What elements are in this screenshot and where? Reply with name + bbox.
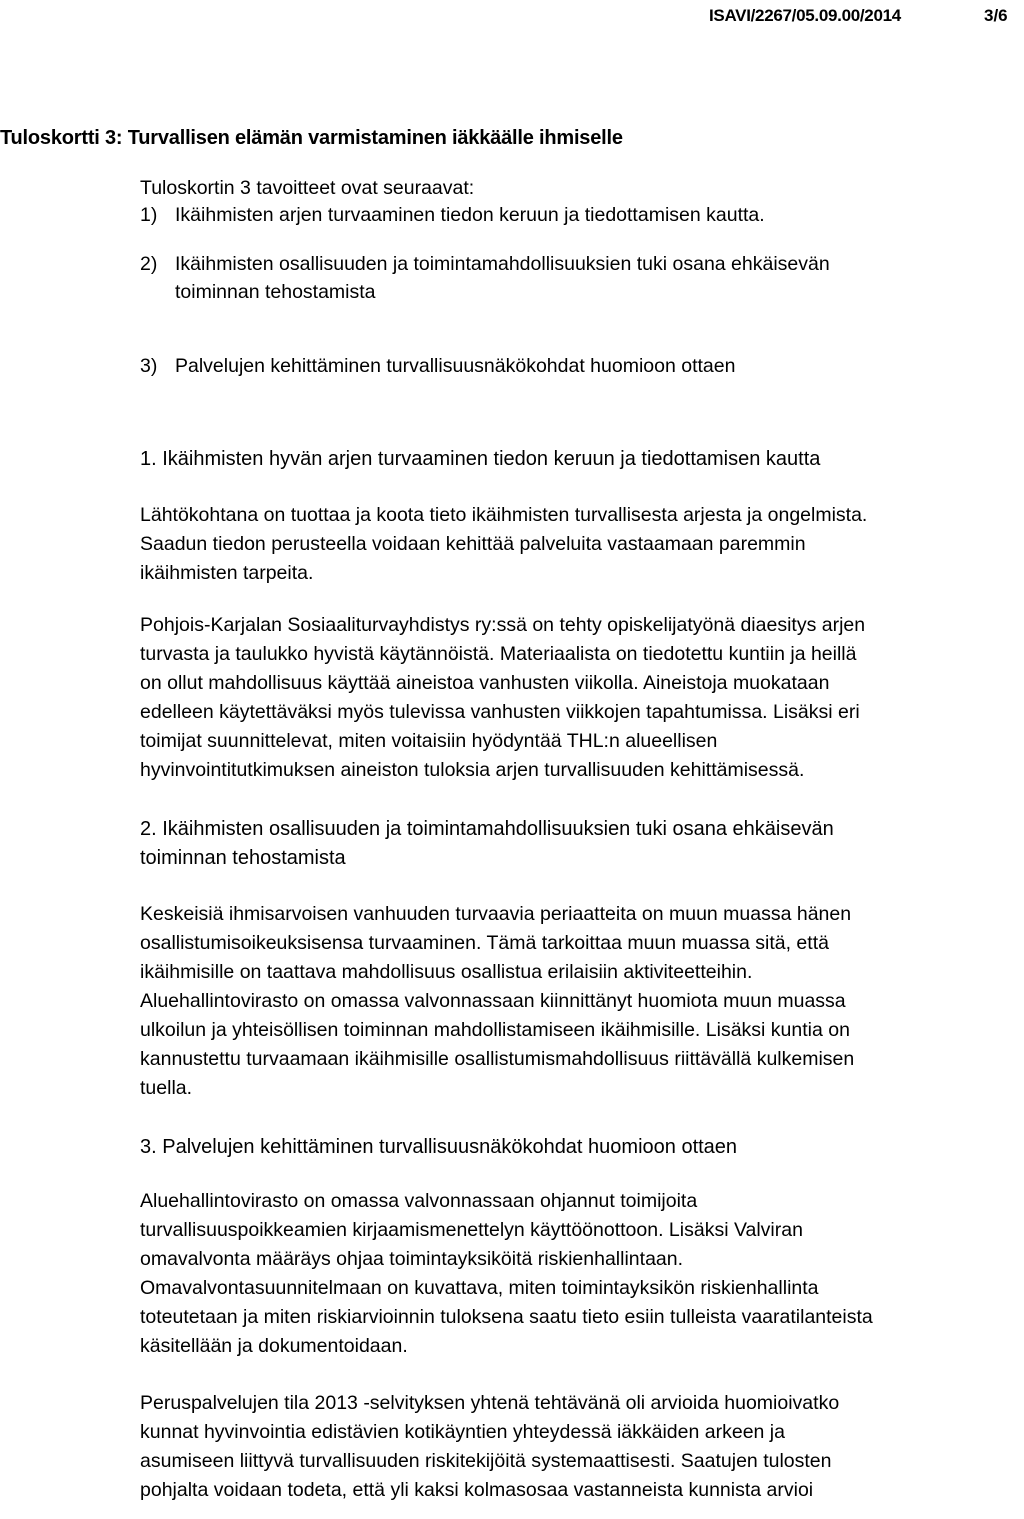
section-heading-1	[140, 445, 980, 474]
section-1-paragraph-2	[140, 611, 1018, 785]
section-3-paragraph-1	[140, 1187, 1018, 1361]
paragraph-line: ikäihmisten tarpeita.	[140, 562, 314, 584]
document-title: Tuloskortti 3: Turvallisen elämän varmistaminen iäkkäälle ihmiselle	[0, 127, 623, 149]
paragraph-line: turvasta ja taulukko hyvistä käytännöistä. Materiaalista on tiedotettu kuntiin ja heillä	[140, 643, 857, 665]
paragraph-line: omavalvonta määräys ohjaa toimintayksiköitä riskienhallintaan.	[140, 1248, 684, 1270]
section-3-paragraph-2	[140, 1389, 1018, 1505]
goal-text: Ikäihmisten osallisuuden ja toimintamahdollisuuksien tuki osana ehkäisevän	[175, 253, 830, 275]
section-heading-3	[140, 1133, 980, 1162]
paragraph-line: Lähtökohtana on tuottaa ja koota tieto ikäihmisten turvallisesta arjesta ja ongelmista.	[140, 504, 868, 526]
goal-item-3	[140, 352, 980, 380]
page-number: 3/6	[984, 6, 1008, 25]
section-heading-line: 1. Ikäihmisten hyvän arjen turvaaminen tiedon keruun ja tiedottamisen kautta	[140, 448, 821, 470]
goal-text: Palvelujen kehittäminen turvallisuusnäkökohdat huomioon ottaen	[175, 355, 736, 377]
paragraph-line: edelleen käytettäväksi myös tulevissa vanhusten viikkojen tapahtumissa. Lisäksi eri	[140, 701, 860, 723]
paragraph-line: Pohjois-Karjalan Sosiaaliturvayhdistys ry:ssä on tehty opiskelijatyönä diaesitys arjen	[140, 614, 866, 636]
paragraph-line: toteutetaan ja miten riskiarvioinnin tuloksena saatu tieto esiin tulleista vaaratilanteista	[140, 1306, 873, 1328]
goal-text: Ikäihmisten arjen turvaaminen tiedon keruun ja tiedottamisen kautta.	[175, 204, 765, 226]
goal-number: 2)	[140, 253, 158, 275]
paragraph-line: turvallisuuspoikkeamien kirjaamismenettelyn käyttöönottoon. Lisäksi Valviran	[140, 1219, 803, 1241]
section-heading-line: 2. Ikäihmisten osallisuuden ja toimintamahdollisuuksien tuki osana ehkäisevän	[140, 818, 834, 840]
paragraph-line: ikäihmisille on taattava mahdollisuus osallistua erilaisiin aktiviteetteihin.	[140, 961, 753, 983]
paragraph-line: ulkoilun ja yhteisöllisen toiminnan mahdollistamiseen ikäihmisille. Lisäksi kuntia on	[140, 1019, 850, 1041]
goal-item-2	[140, 250, 980, 306]
paragraph-line: tuella.	[140, 1077, 193, 1099]
section-1-paragraph-1	[140, 501, 1018, 588]
section-heading-2	[140, 815, 980, 873]
paragraph-line: käsitellään ja dokumentoidaan.	[140, 1335, 408, 1357]
paragraph-line: pohjalta voidaan todeta, että yli kaksi kolmasosaa vastanneista kunnista arvioi	[140, 1479, 814, 1501]
paragraph-line: kannustettu turvaamaan ikäihmisille osallistumismahdollisuus riittävällä kulkemisen	[140, 1048, 855, 1070]
paragraph-line: toimijat suunnittelevat, miten voitaisiin hyödyntää THL:n alueellisen	[140, 730, 718, 752]
goal-item-1	[140, 201, 980, 229]
paragraph-line: Saadun tiedon perusteella voidaan kehittää palveluita vastaamaan paremmin	[140, 533, 806, 555]
goal-number: 3)	[140, 355, 158, 377]
paragraph-line: on ollut mahdollisuus käyttää aineistoa vanhusten viikolla. Aineistoja muokataan	[140, 672, 830, 694]
paragraph-line: Omavalvontasuunnitelmaan on kuvattava, miten toimintayksikön riskienhallinta	[140, 1277, 819, 1299]
paragraph-line: kunnat hyvinvointia edistävien kotikäyntien yhteydessä iäkkäiden arkeen ja	[140, 1421, 785, 1443]
document-reference: ISAVI/2267/05.09.00/2014	[709, 6, 901, 25]
goals-intro: Tuloskortin 3 tavoitteet ovat seuraavat:	[140, 177, 475, 199]
goal-text-continuation: toiminnan tehostamista	[175, 281, 376, 303]
paragraph-line: asumiseen liittyvä turvallisuuden riskitekijöitä systemaattisesti. Saatujen tulosten	[140, 1450, 832, 1472]
paragraph-line: Peruspalvelujen tila 2013 -selvityksen yhtenä tehtävänä oli arvioida huomioivatko	[140, 1392, 840, 1414]
section-heading-line: toiminnan tehostamista	[140, 847, 346, 869]
paragraph-line: Keskeisiä ihmisarvoisen vanhuuden turvaavia periaatteita on muun muassa hänen	[140, 903, 852, 925]
paragraph-line: osallistumisoikeuksisensa turvaaminen. Tämä tarkoittaa muun muassa sitä, että	[140, 932, 829, 954]
paragraph-line: Aluehallintovirasto on omassa valvonnassaan ohjannut toimijoita	[140, 1190, 698, 1212]
section-2-paragraph-1	[140, 900, 1018, 1103]
goal-number: 1)	[140, 204, 158, 226]
section-heading-line: 3. Palvelujen kehittäminen turvallisuusnäkökohdat huomioon ottaen	[140, 1136, 738, 1158]
paragraph-line: Aluehallintovirasto on omassa valvonnassaan kiinnittänyt huomiota muun muassa	[140, 990, 846, 1012]
paragraph-line: hyvinvointitutkimuksen aineiston tuloksia arjen turvallisuuden kehittämisessä.	[140, 759, 805, 781]
